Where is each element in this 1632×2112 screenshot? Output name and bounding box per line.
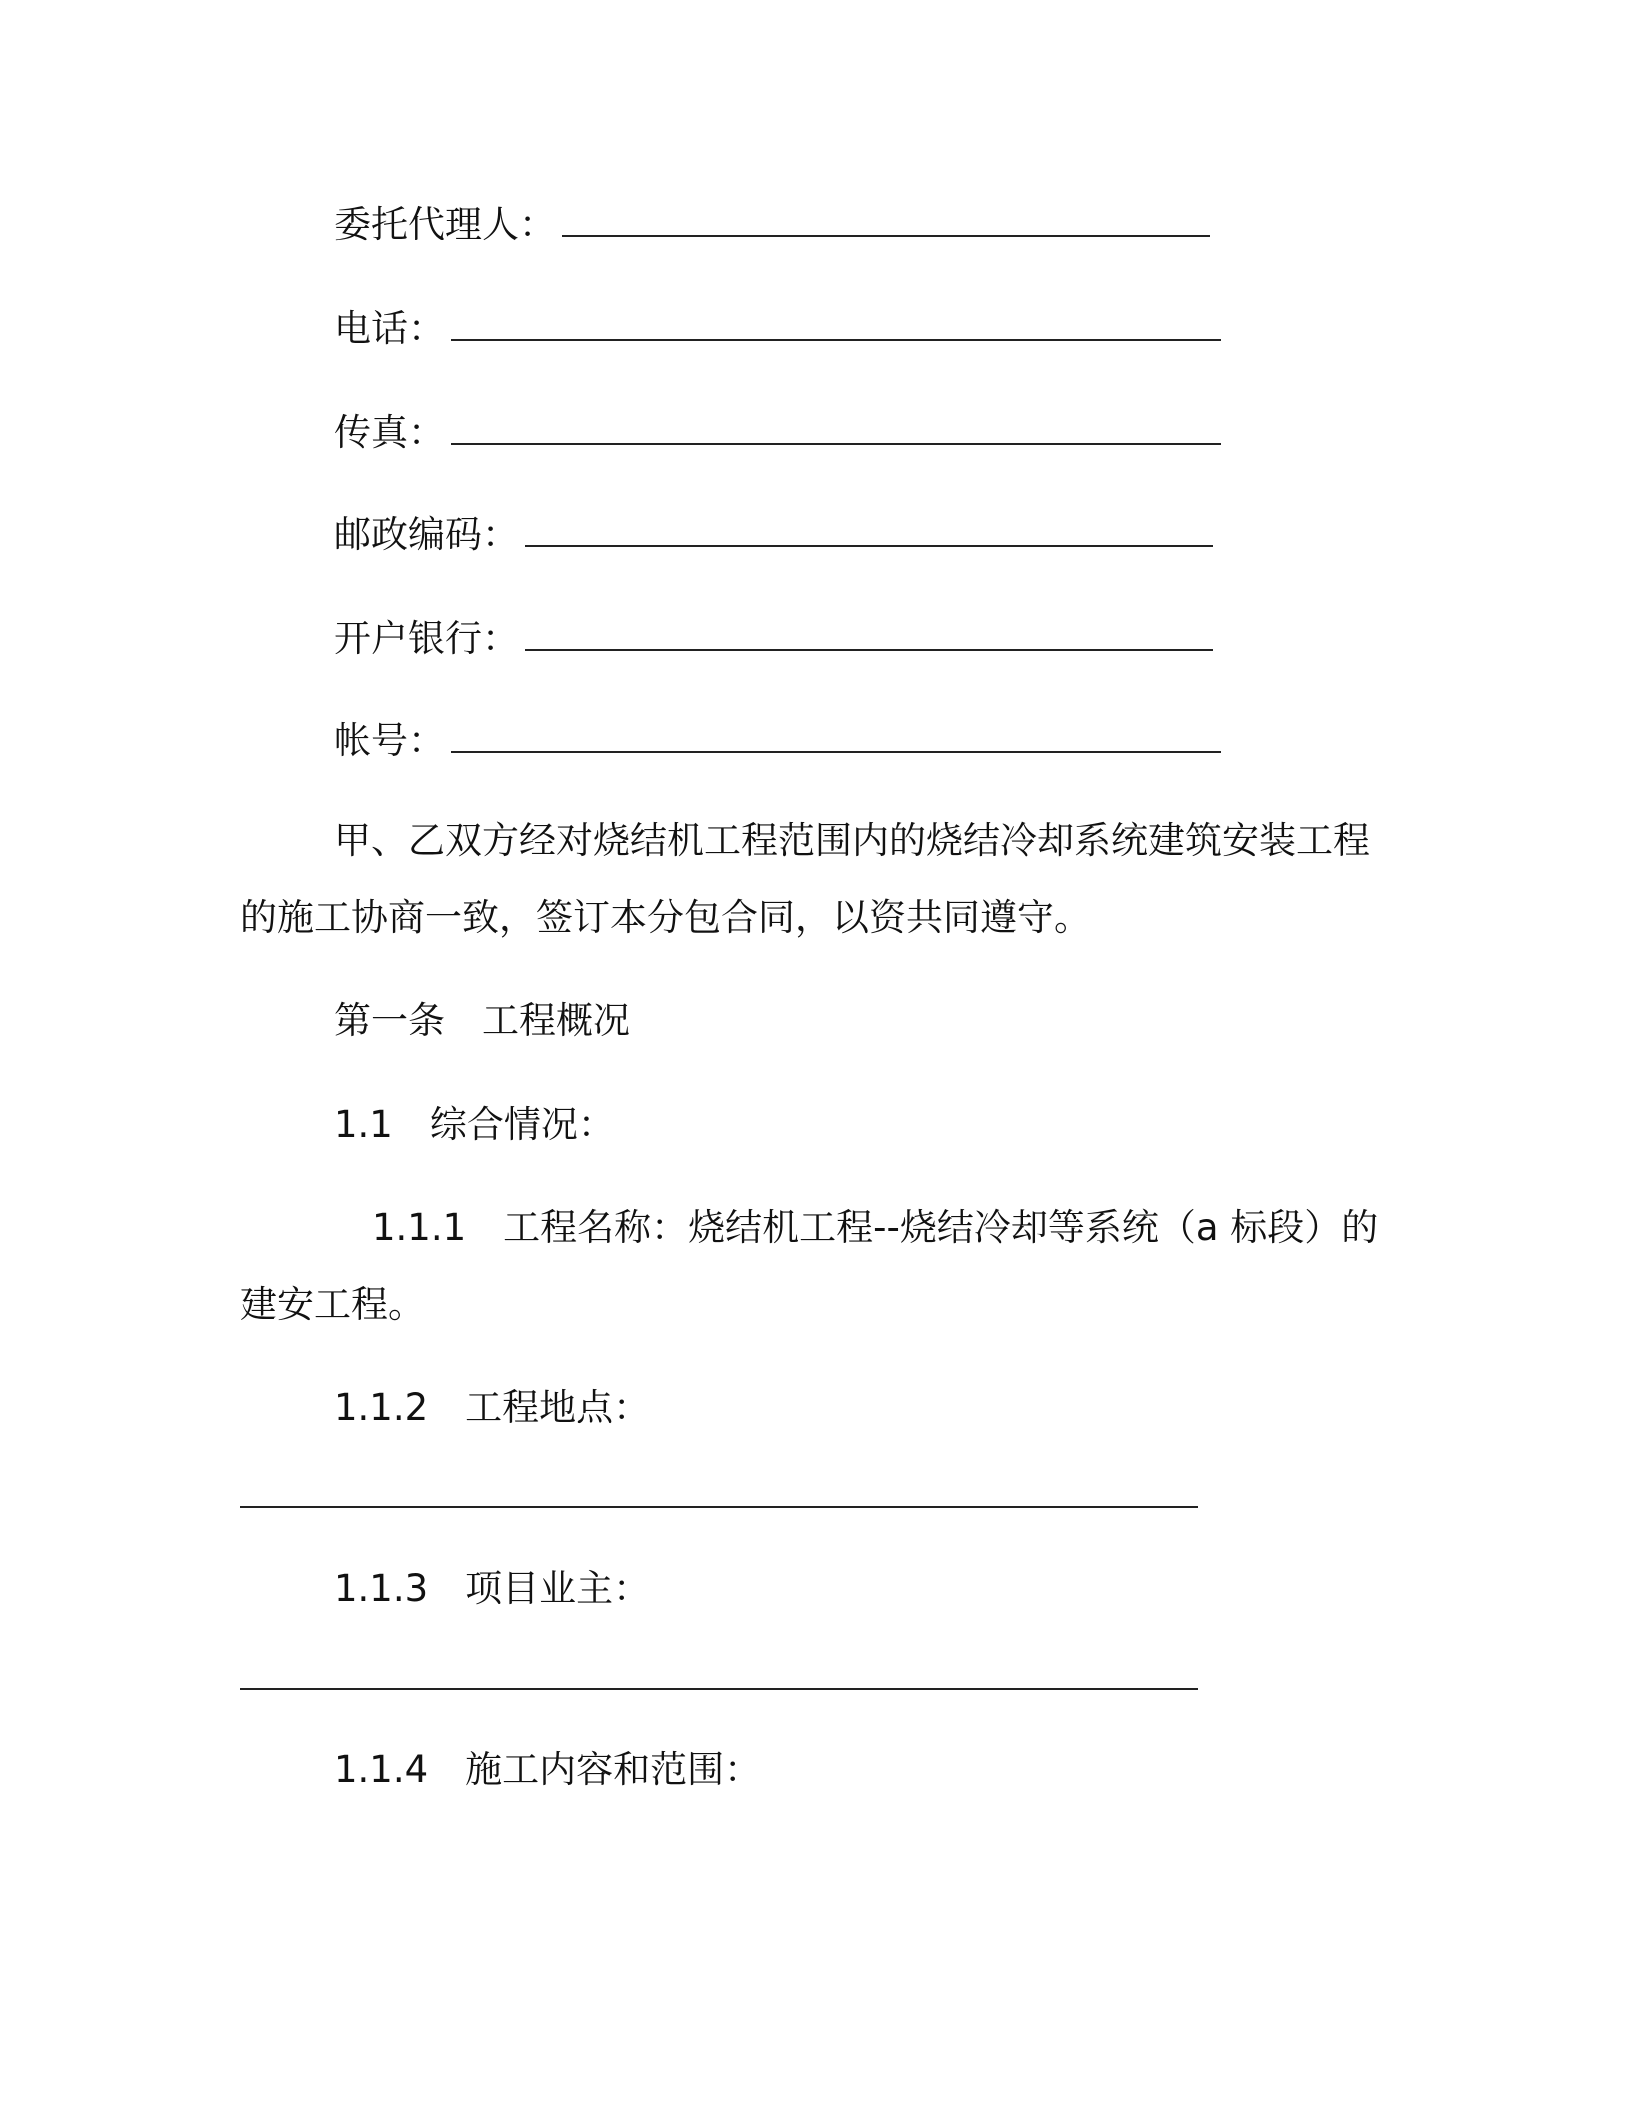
account-blank[interactable] <box>451 750 1221 753</box>
postal-code-label: 邮政编码： <box>334 513 519 556</box>
fax-blank[interactable] <box>451 442 1221 445</box>
section-1-1-1-line-2: 建安工程。 <box>240 1283 425 1326</box>
section-1-1-1-line-1: 1.1.1 工程名称：烧结机工程--烧结冷却等系统（a 标段）的 <box>372 1206 1379 1249</box>
agent-field <box>334 203 1210 246</box>
phone-field <box>334 307 1221 350</box>
bank-blank[interactable] <box>525 648 1213 651</box>
agent-label: 委托代理人： <box>334 203 556 246</box>
fax-label: 传真： <box>334 411 445 454</box>
section-1-1: 1.1 综合情况： <box>334 1103 615 1146</box>
fax-field <box>334 411 1221 454</box>
section-1-1-3: 1.1.3 项目业主： <box>334 1567 651 1610</box>
postal-code-field <box>334 513 1213 556</box>
phone-label: 电话： <box>334 307 445 350</box>
postal-code-blank[interactable] <box>525 544 1213 547</box>
article-1-heading: 第一条 工程概况 <box>334 999 630 1042</box>
bank-field <box>334 617 1213 660</box>
project-location-blank[interactable] <box>240 1506 1198 1508</box>
phone-blank[interactable] <box>451 338 1221 341</box>
intro-line-2: 的施工协商一致，签订本分包合同，以资共同遵守。 <box>240 896 1091 939</box>
agent-blank[interactable] <box>562 234 1210 237</box>
account-field <box>334 719 1221 762</box>
section-1-1-2: 1.1.2 工程地点： <box>334 1386 651 1429</box>
bank-label: 开户银行： <box>334 617 519 660</box>
intro-line-1: 甲、乙双方经对烧结机工程范围内的烧结冷却系统建筑安装工程 <box>334 819 1370 862</box>
account-label: 帐号： <box>334 719 445 762</box>
project-owner-blank[interactable] <box>240 1688 1198 1690</box>
section-1-1-4: 1.1.4 施工内容和范围： <box>334 1748 762 1791</box>
